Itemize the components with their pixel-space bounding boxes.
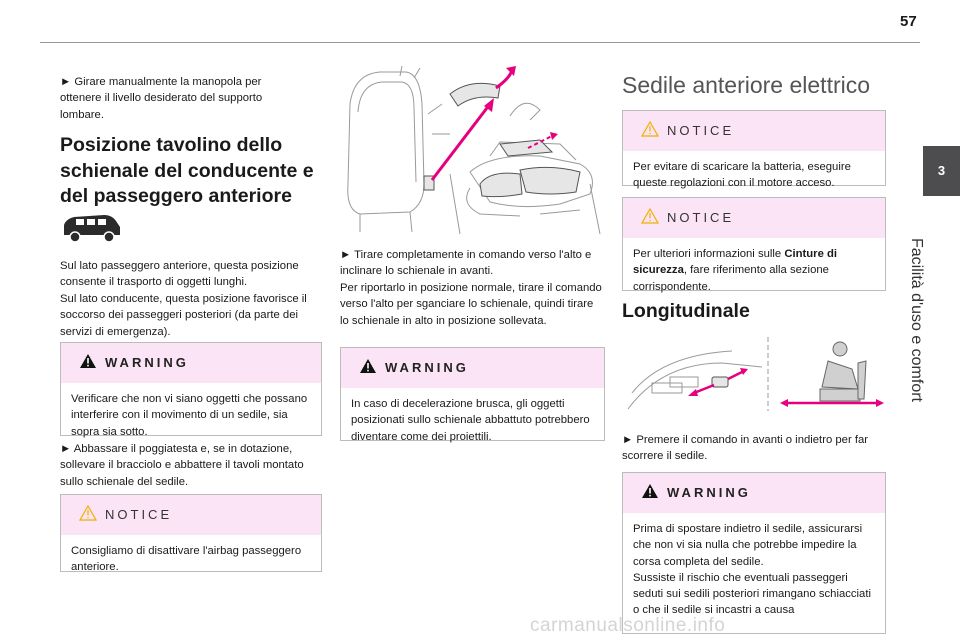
- warning-label: WARNING: [667, 485, 751, 500]
- seatbelt-link: Cinture di sicurezza: [633, 248, 838, 277]
- notice-label: NOTICE: [105, 507, 173, 522]
- warning-text-2: Sussiste il rischio che eventuali passeggeri seduti sui sedili posteriori rimangano schiacciati o che il sedile si incastri a causa: [633, 571, 871, 617]
- chapter-title-text: Facilità d'uso e comfort: [908, 237, 925, 403]
- warning-icon: [641, 483, 659, 499]
- fold-step: ► Tirare completamente in comando verso l'alto e inclinare lo schienale in avanti.: [340, 249, 592, 278]
- notice-icon: [641, 121, 659, 137]
- seat-fold-illustration: [340, 64, 604, 234]
- warning-box: [622, 472, 886, 634]
- notice-text: Consigliamo di disattivare l'airbag passeggero anteriore.: [71, 545, 302, 574]
- notice-header: [623, 111, 885, 151]
- warning-box: [340, 347, 605, 441]
- headrest-step: ► Abbassare il poggiatesta e, se in dotazione, sollevare il bracciolo e abbattere il tavoli montato sullo schienale del sedile.: [60, 443, 304, 488]
- section-heading: Posizione tavolino dello schienale del conducente e del passeggero anteriore: [60, 134, 314, 207]
- lumbar-step: ► Girare manualmente la manopola per ottenere il livello desiderato del supporto lombare.: [60, 76, 263, 121]
- header-rule: [40, 42, 920, 43]
- seat-slide-illustration: [622, 333, 884, 415]
- notice-box: [60, 494, 322, 572]
- page-number: 57: [900, 13, 917, 30]
- warning-label: WARNING: [385, 360, 469, 375]
- notice-box: [622, 110, 886, 190]
- warning-text: In caso di decelerazione brusca, gli oggetti posizionati sullo schienale abbattuto potrebbero diventare come dei proiettili.: [351, 398, 590, 443]
- return-step: Per riportarlo in posizione normale, tirare il comando verso l'alto per sganciare lo schienale, quindi tirare lo schienale in alto in posizione sollevata.: [340, 282, 602, 327]
- subheading: Longitudinale: [622, 300, 750, 322]
- van-icon: [60, 211, 124, 245]
- notice-icon: [641, 208, 659, 224]
- warning-text-1: Prima di spostare indietro il sedile, assicurarsi che non vi sia nulla che potrebbe impedire la corsa completa del sedile.: [633, 523, 863, 568]
- notice-label: NOTICE: [667, 123, 735, 138]
- warning-icon: [79, 353, 97, 369]
- warning-body: [623, 513, 885, 625]
- notice-text: [623, 238, 885, 301]
- warning-box: [60, 342, 322, 436]
- warning-header: [341, 348, 604, 388]
- notice-text: Per evitare di scaricare la batteria, eseguire queste regolazioni con il motore acceso.: [633, 161, 851, 190]
- slide-step: ► Premere il comando in avanti o indietro per far scorrere il sedile.: [622, 434, 869, 463]
- para-driver: Sul lato conducente, questa posizione favorisce il soccorso dei passeggeri posteriori (da parte dei servizi di emergenza).: [60, 293, 307, 338]
- notice-label: NOTICE: [667, 210, 735, 225]
- warning-header: [623, 473, 885, 513]
- notice-text-post: , fare riferimento alla sezione corrispondente.: [633, 264, 829, 293]
- notice-header: [61, 495, 321, 535]
- warning-label: WARNING: [105, 355, 189, 370]
- warning-icon: [359, 358, 377, 374]
- warning-text: Verificare che non vi siano oggetti che possano interferire con il movimento di un sedile, sia sopra sia sotto.: [71, 393, 308, 438]
- notice-text-pre: Per ulteriori informazioni sulle: [633, 248, 785, 260]
- chapter-title: [905, 210, 927, 430]
- para-passenger: Sul lato passeggero anteriore, questa posizione consente il trasporto di oggetti lunghi.: [60, 260, 299, 289]
- chapter-tab[interactable]: 3: [923, 146, 960, 196]
- notice-icon: [79, 505, 97, 521]
- section-heading: Sedile anteriore elettrico: [622, 72, 871, 98]
- warning-header: [61, 343, 321, 383]
- notice-box: [622, 197, 886, 291]
- watermark: carmanualsonline.info: [530, 615, 726, 636]
- notice-header: [623, 198, 885, 238]
